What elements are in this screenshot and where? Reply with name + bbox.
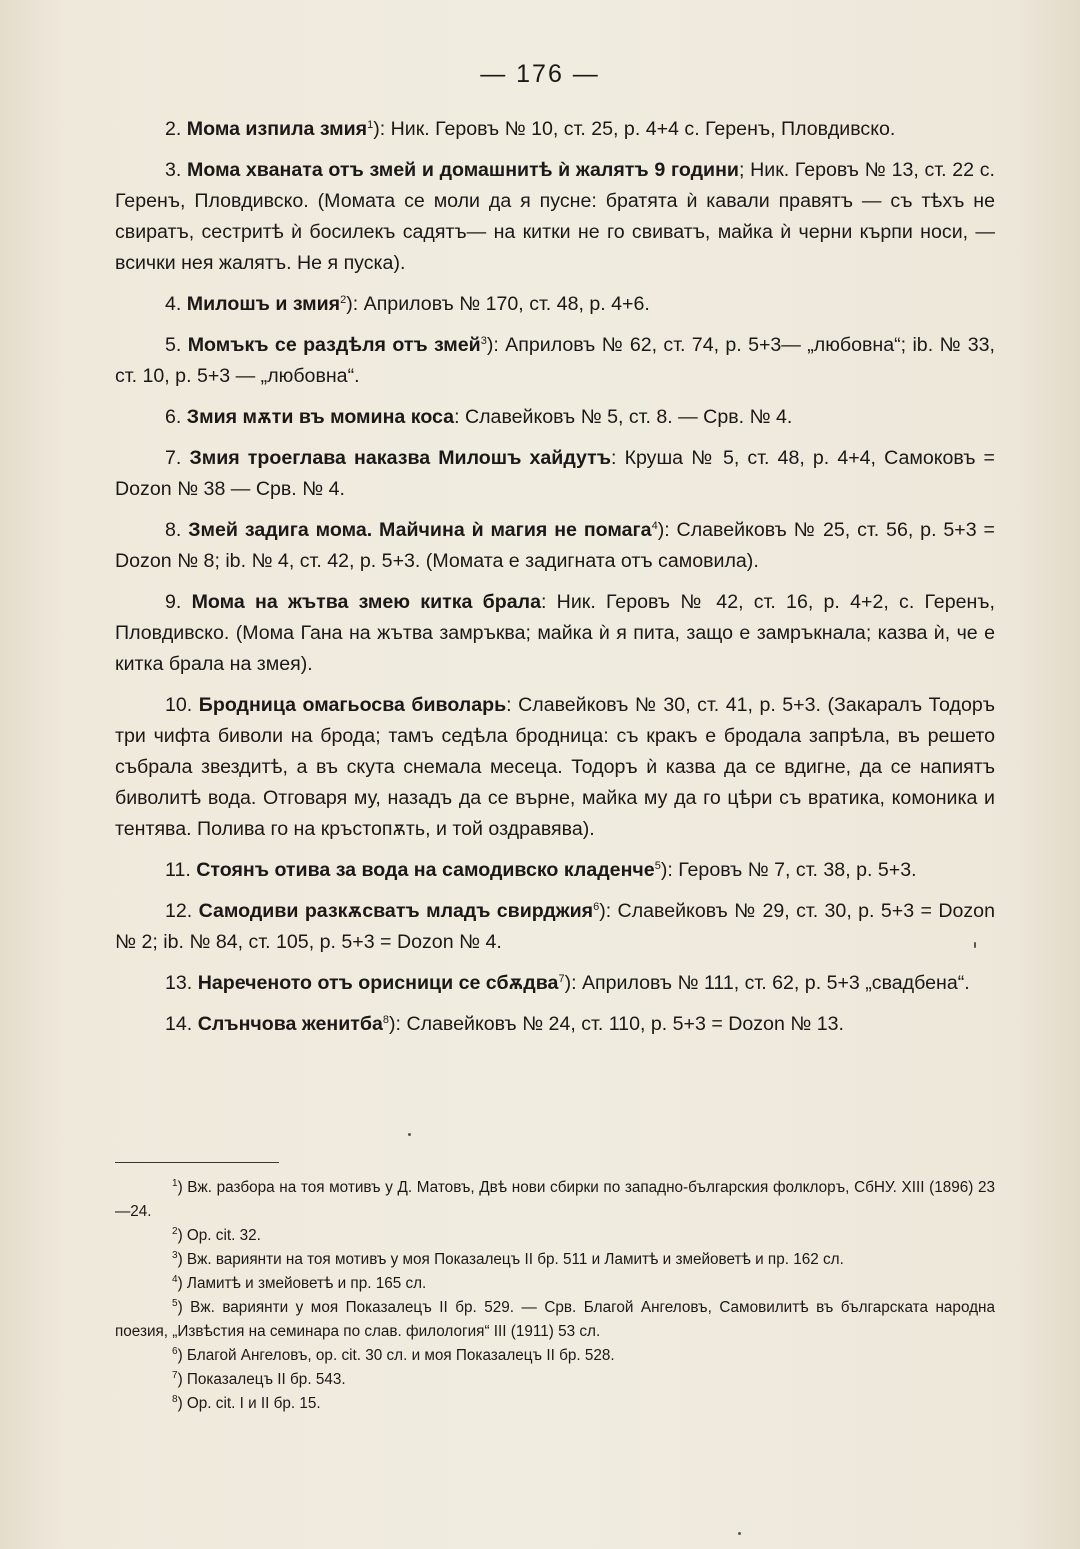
- entry-title: Момъкъ се раздѣля отъ змей: [187, 334, 481, 356]
- entry-reference: ): Славейковъ № 25, ст. 56, р. 5+3 = Dozon № 8; ib. № 4, ст. 42, р. 5+3. (Момата е задигната отъ самовила).: [115, 519, 995, 572]
- entry-reference: ): Априловъ № 170, ст. 48, р. 4+6.: [346, 293, 650, 315]
- scan-speck: [974, 942, 976, 948]
- entry-number: 11.: [165, 859, 191, 881]
- scan-speck: [408, 1133, 411, 1136]
- entry-10: [115, 690, 995, 845]
- footnote-text: ) Op. cit. 32.: [177, 1227, 261, 1244]
- entry-reference: ; Ник. Геровъ № 13, ст. 22 с. Геренъ, Пловдивско. (Момата се моли да я пусне: братята ѝ кавали правятъ — съ тѣхъ не свиратъ, сестритѣ ѝ босилекъ садятъ— на китки не го свиватъ, майка ѝ черни кърпи носи, — всички нея жалятъ. Не я пуска).: [115, 159, 995, 274]
- footnote-text: ) Благой Ангеловъ, op. cit. 30 сл. и моя Показалецъ II бр. 528.: [177, 1347, 615, 1364]
- footnote-marker: 4: [172, 1274, 178, 1285]
- entry-reference: : Славейковъ № 5, ст. 8. — Срв. № 4.: [454, 406, 793, 428]
- entry-title: Стоянъ отива за вода на самодивско кладенче: [196, 859, 655, 881]
- entry-3: [115, 155, 995, 279]
- entry-title: Самодиви разкѫсватъ младъ свирджия: [198, 900, 594, 922]
- footnote-marker: 7: [172, 1370, 178, 1381]
- entry-number: 9.: [165, 591, 182, 613]
- footnote-text: ) Op. cit. I и II бр. 15.: [177, 1395, 321, 1412]
- footnote-ref: 5: [654, 860, 661, 872]
- footnote-text: ) Вж. вариянти на тоя мотивъ у моя Показалецъ II бр. 511 и Ламитѣ и змейоветѣ и пр. 162 сл.: [177, 1251, 844, 1268]
- footnote-1: [115, 1176, 995, 1224]
- entry-12: [115, 896, 995, 958]
- entry-5: [115, 330, 995, 392]
- entry-number: 14.: [165, 1013, 193, 1035]
- entry-title: Змия мѫти въ момина коса: [186, 406, 455, 428]
- entry-number: 13.: [165, 972, 193, 994]
- entry-reference: : Круша № 5, ст. 48, р. 4+4, Самоковъ = Dozon № 38 — Срв. № 4.: [115, 447, 995, 500]
- scan-speck: [738, 1532, 741, 1535]
- footnote-marker: 2: [172, 1226, 178, 1237]
- footnote-6: [115, 1344, 995, 1368]
- entry-title: Бродница омагьосва биволарь: [198, 694, 507, 716]
- entry-reference: ): Ник. Геровъ № 10, ст. 25, р. 4+4 с. Геренъ, Пловдивско.: [373, 118, 896, 140]
- footnote-ref: 8: [382, 1014, 390, 1026]
- entry-4: [115, 289, 995, 320]
- footnote-4: [115, 1272, 995, 1296]
- footnote-3: [115, 1248, 995, 1272]
- entry-title: Змия троеглава наказва Милошъ хайдутъ: [189, 447, 612, 469]
- footnote-ref: 4: [651, 520, 658, 532]
- entry-reference: : Ник. Геровъ № 42, ст. 16, р. 4+2, с. Геренъ, Пловдивско. (Мома Гана на жътва замръква; майка ѝ я пита, защо е замръкнала; казва ѝ, че е китка брала на змея).: [115, 591, 995, 675]
- footnote-ref: 1: [367, 119, 374, 131]
- entry-reference: ): Славейковъ № 24, ст. 110, р. 5+3 = Dozon № 13.: [389, 1013, 844, 1035]
- entry-title: Мома изпила змия: [186, 118, 368, 140]
- entry-reference: : Славейковъ № 30, ст. 41, р. 5+3. (Закаралъ Тодоръ три чифта биволи на брода; тамъ седѣла бродница: съ кракъ е бродала запрѣла, въ решето събрала звездитѣ, а въ скута снемала месеца. Тодоръ ѝ казва да се вдигне, да се напиятъ биволитѣ вода. Отговаря му, назадъ да се върне, майка му да го цѣри съ вратика, комоника и тентява. Полива го на кръстопѫть, и той оздравява).: [115, 694, 995, 840]
- footnote-7: [115, 1368, 995, 1392]
- entry-number: 10.: [165, 694, 193, 716]
- entry-title: Нареченото отъ орисници се сбѫдва: [197, 972, 559, 994]
- entry-reference: ): Славейковъ № 29, ст. 30, р. 5+3 = Dozon № 2; ib. № 84, ст. 105, р. 5+3 = Dozon № 4.: [115, 900, 995, 953]
- footnote-marker: 5: [172, 1298, 178, 1309]
- footnote-marker: 6: [172, 1346, 178, 1357]
- entry-7: [115, 443, 995, 505]
- entry-14: [115, 1009, 995, 1040]
- entry-reference: ): Геровъ № 7, ст. 38, р. 5+3.: [660, 859, 917, 881]
- entry-11: [115, 855, 995, 886]
- footnote-8: [115, 1392, 995, 1416]
- entry-8: [115, 515, 995, 577]
- footnote-text: ) Показалецъ II бр. 543.: [177, 1371, 346, 1388]
- entry-number: 3.: [165, 159, 182, 181]
- entry-number: 4.: [165, 293, 182, 315]
- entry-number: 8.: [165, 519, 182, 541]
- footnote-marker: 8: [172, 1394, 178, 1405]
- footnote-text: ) Вж. разбора на тоя мотивъ у Д. Матовъ, Двѣ нови сбирки по западно-българския фолклоръ, СбНУ. XIII (1896) 23—24.: [115, 1179, 995, 1220]
- footnotes: [115, 1176, 995, 1416]
- entry-title: Мома на жътва змею китка брала: [191, 591, 541, 613]
- footnote-2: [115, 1224, 995, 1248]
- footnote-5: [115, 1296, 995, 1344]
- entry-list: [115, 114, 995, 1050]
- entry-13: [115, 968, 995, 999]
- entry-reference: ): Априловъ № 62, ст. 74, р. 5+3— „любовна“; ib. № 33, ст. 10, р. 5+3 — „любовна“.: [115, 334, 995, 387]
- entry-6: [115, 402, 995, 433]
- entry-title: Милошъ и змия: [186, 293, 341, 315]
- entry-title: Слънчова женитба: [197, 1013, 383, 1035]
- entry-number: 7.: [165, 447, 182, 469]
- footnote-text: ) Вж. вариянти у моя Показалецъ II бр. 529. — Срв. Благой Ангеловъ, Самовилитѣ въ българската народна поезия, „Извѣстия на семинара по слав. филология“ III (1911) 53 сл.: [115, 1299, 995, 1340]
- footnote-ref: 2: [340, 294, 347, 306]
- footnote-marker: 1: [172, 1178, 178, 1189]
- footnote-divider: [115, 1162, 279, 1163]
- entry-title: Змей задига мома. Майчина ѝ магия не помага: [188, 519, 652, 541]
- entry-reference: ): Априловъ № 111, ст. 62, р. 5+3 „свадбена“.: [564, 972, 970, 994]
- footnote-ref: 6: [593, 901, 600, 913]
- entry-number: 12.: [165, 900, 193, 922]
- entry-2: [115, 114, 995, 145]
- entry-number: 5.: [165, 334, 182, 356]
- entry-title: Мома хваната отъ змей и домашнитѣ ѝ жалятъ 9 години: [187, 159, 739, 181]
- entry-9: [115, 587, 995, 680]
- page-number: — 176 —: [480, 60, 600, 88]
- footnote-text: ) Ламитѣ и змейоветѣ и пр. 165 сл.: [177, 1275, 427, 1292]
- footnote-marker: 3: [172, 1250, 178, 1261]
- entry-number: 2.: [165, 118, 182, 140]
- footnote-ref: 7: [558, 973, 565, 985]
- entry-number: 6.: [165, 406, 182, 428]
- footnote-ref: 3: [480, 335, 487, 347]
